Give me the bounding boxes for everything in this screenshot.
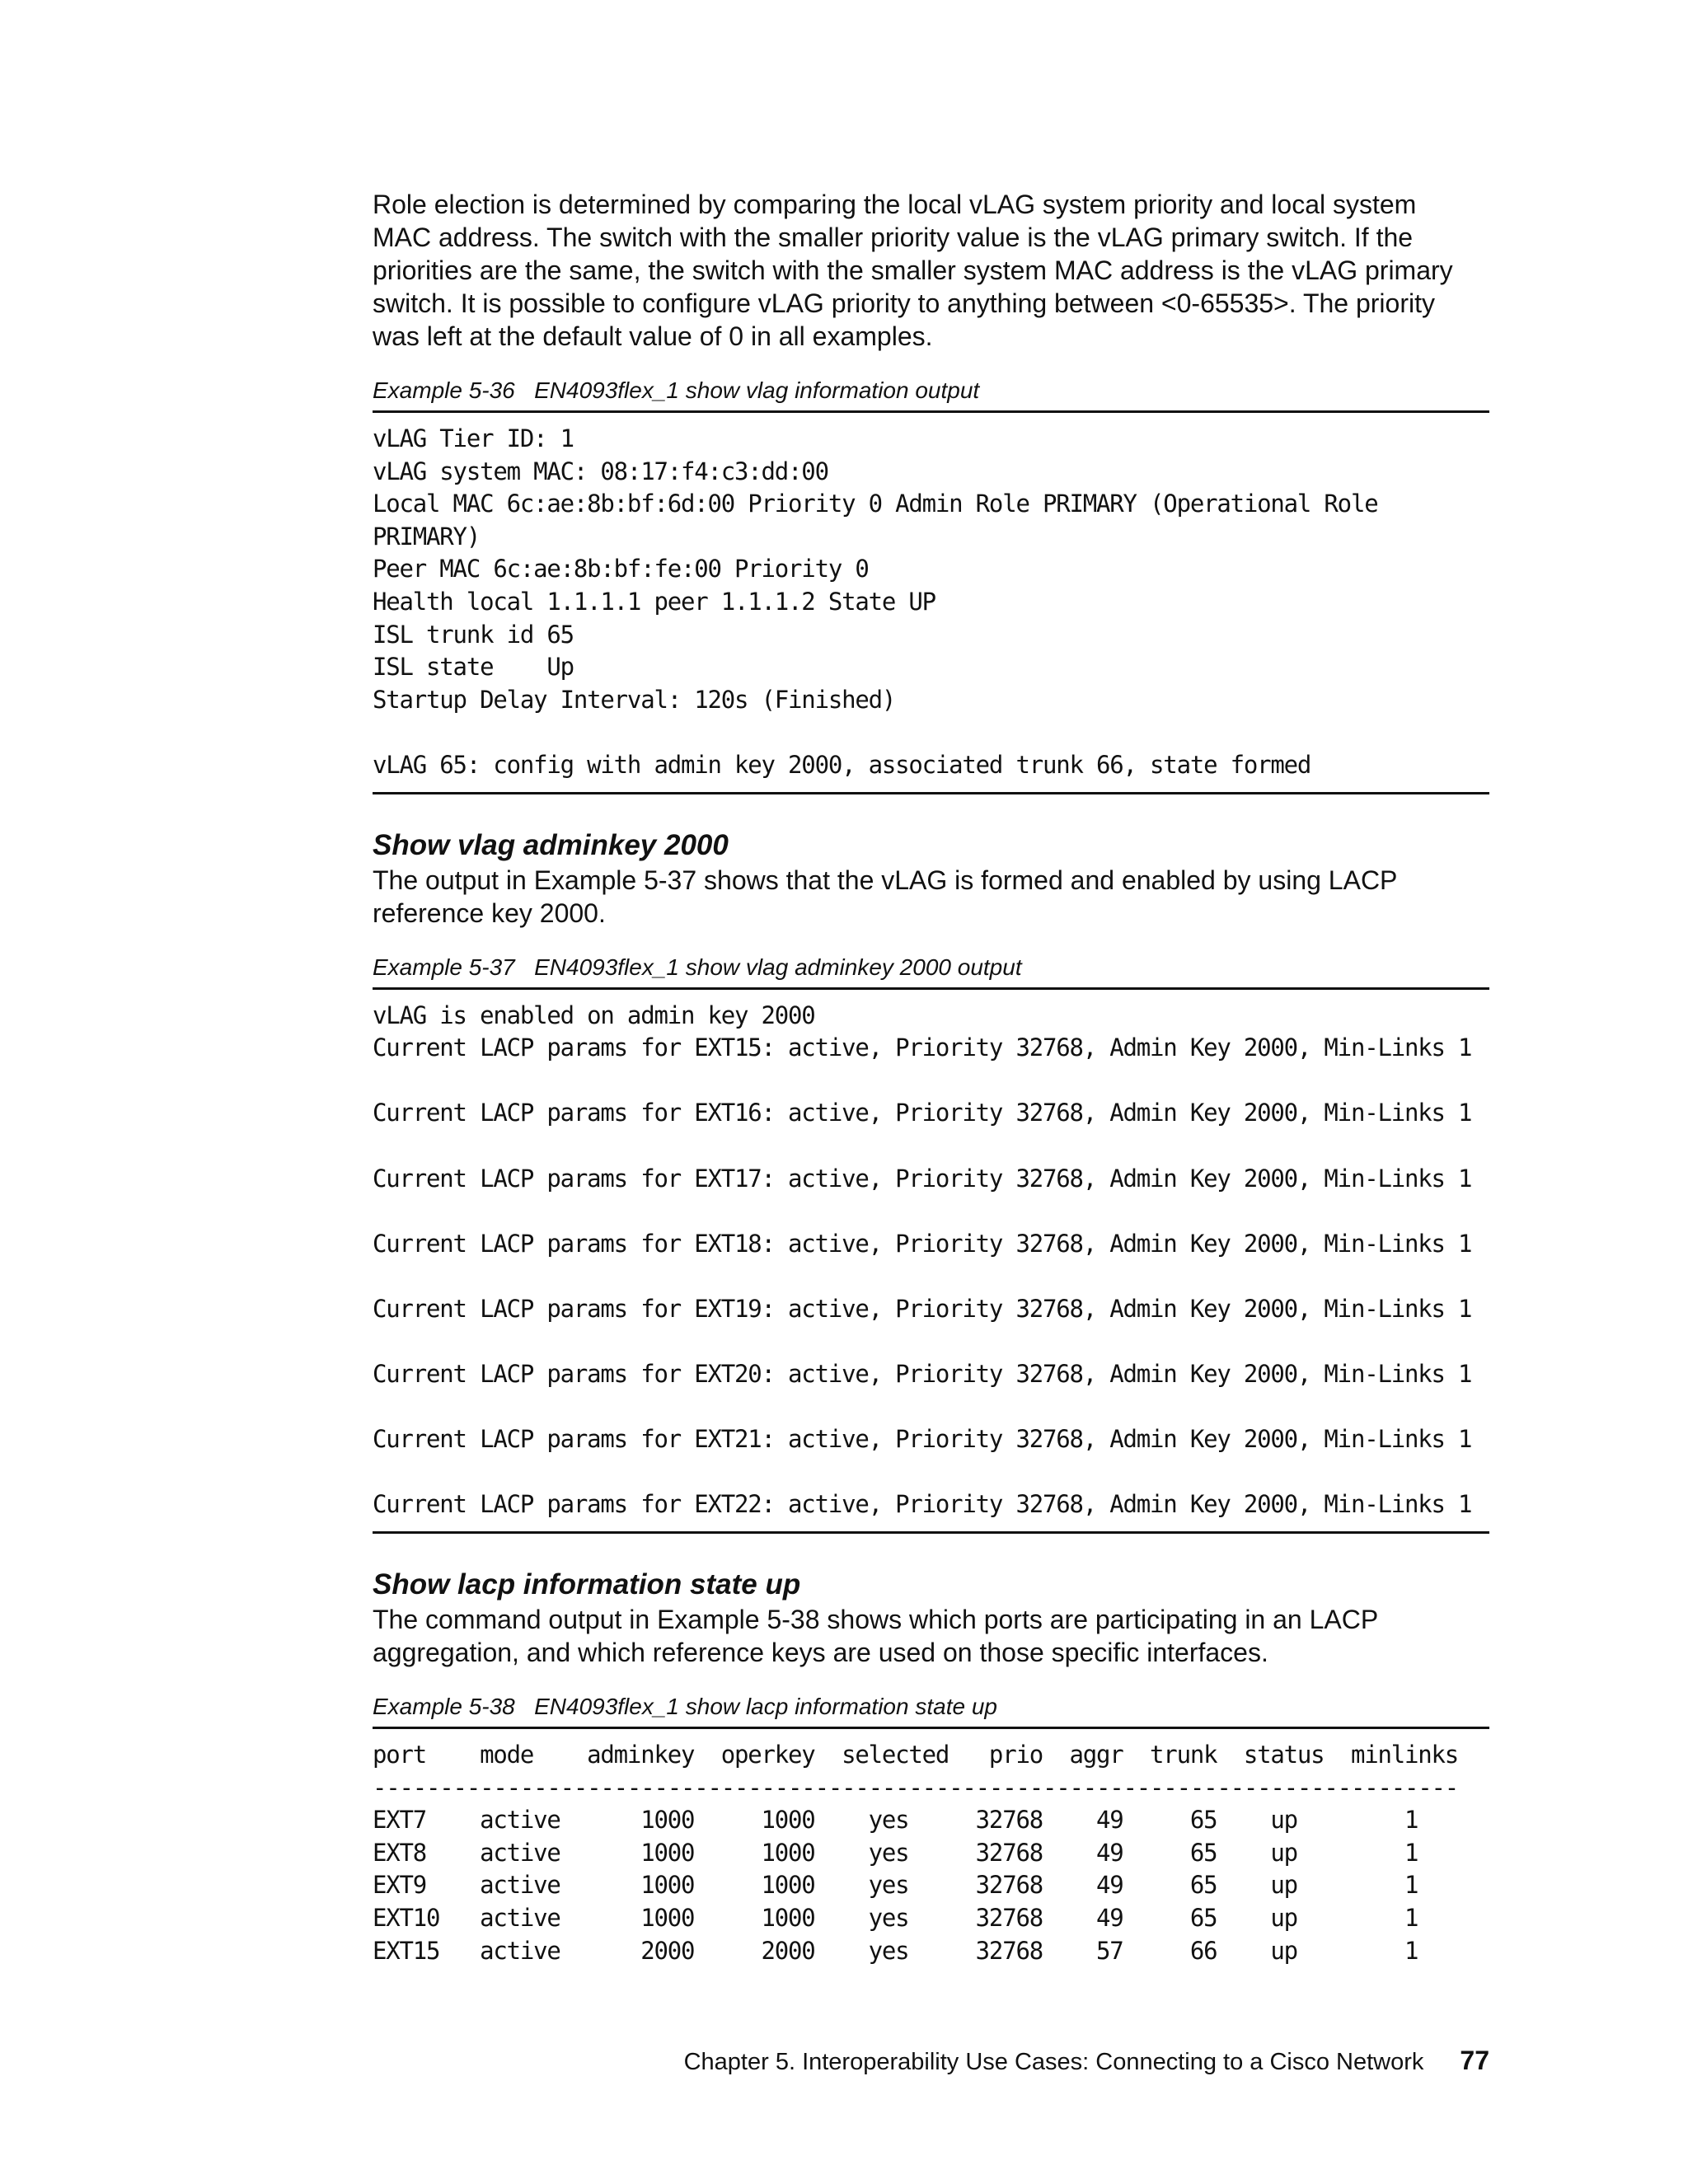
- example-caption: Example 5-38 EN4093flex_1 show lacp information state up: [373, 1694, 997, 1720]
- code-line: [373, 1325, 1489, 1358]
- section-heading: Show vlag adminkey 2000: [373, 828, 729, 861]
- code-line: ISL state Up: [373, 653, 574, 682]
- paragraph-line: priorities are the same, the switch with the smaller system MAC address is the vLAG primary: [373, 255, 1453, 285]
- code-line: Health local 1.1.1.1 peer 1.1.1.2 State UP: [373, 587, 935, 616]
- paragraph-line: The command output in Example 5-38 shows which ports are participating in an LACP: [373, 1605, 1379, 1635]
- code-line: vLAG Tier ID: 1: [373, 424, 574, 452]
- section-heading: Show lacp information state up: [373, 1568, 801, 1601]
- paragraph-line: aggregation, and which reference keys are used on those specific interfaces.: [373, 1638, 1268, 1668]
- code-block-vlag-information: [373, 410, 1489, 794]
- paragraph-line: reference key 2000.: [373, 898, 606, 928]
- code-line: vLAG system MAC: 08:17:f4:c3:dd:00: [373, 457, 828, 485]
- code-line: [373, 1456, 1489, 1489]
- code-line: Current LACP params for EXT16: active, Priority 32768, Admin Key 2000, Min-Links 1: [373, 1099, 1472, 1127]
- page-footer: [684, 2044, 1489, 2079]
- code-line: Current LACP params for EXT18: active, Priority 32768, Admin Key 2000, Min-Links 1: [373, 1229, 1472, 1258]
- code-line: EXT10 active 1000 1000 yes 32768 49 65 up 1: [373, 1904, 1418, 1932]
- paragraph-line: The output in Example 5-37 shows that the vLAG is formed and enabled by using LACP: [373, 865, 1398, 895]
- intro-paragraph: [373, 188, 1489, 353]
- code-line: PRIMARY): [373, 522, 481, 551]
- example-caption: Example 5-36 EN4093flex_1 show vlag information output: [373, 377, 980, 403]
- page-body: [373, 188, 1489, 1977]
- code-line: Local MAC 6c:ae:8b:bf:6d:00 Priority 0 Admin Role PRIMARY (Operational Role: [373, 490, 1378, 518]
- code-line: EXT8 active 1000 1000 yes 32768 49 65 up 1: [373, 1838, 1418, 1867]
- example-caption: Example 5-37 EN4093flex_1 show vlag adminkey 2000 output: [373, 954, 1022, 980]
- paragraph-line: MAC address. The switch with the smaller priority value is the vLAG primary switch. If the: [373, 223, 1414, 252]
- code-block-lacp-information: [373, 1727, 1489, 1977]
- paragraph-line: was left at the default value of 0 in all examples.: [373, 321, 933, 351]
- code-line: [373, 1130, 1489, 1163]
- code-line: port mode adminkey operkey selected prio aggr trunk status minlinks: [373, 1741, 1459, 1769]
- code-line: [373, 1391, 1489, 1424]
- code-line: Current LACP params for EXT21: active, Priority 32768, Admin Key 2000, Min-Links 1: [373, 1425, 1472, 1454]
- code-line: [373, 716, 1489, 749]
- code-line: Peer MAC 6c:ae:8b:bf:fe:00 Priority 0: [373, 555, 869, 583]
- footer-chapter-title: Chapter 5. Interoperability Use Cases: Connecting to a Cisco Network: [683, 2049, 1424, 2075]
- code-line: EXT15 active 2000 2000 yes 32768 57 66 up 1: [373, 1936, 1418, 1965]
- code-line: Startup Delay Interval: 120s (Finished): [373, 685, 896, 714]
- code-line: Current LACP params for EXT20: active, Priority 32768, Admin Key 2000, Min-Links 1: [373, 1360, 1472, 1389]
- code-line: Current LACP params for EXT22: active, Priority 32768, Admin Key 2000, Min-Links 1: [373, 1490, 1472, 1519]
- code-line: ---------------------------------------------------------------------------------: [373, 1773, 1459, 1802]
- code-line: [373, 1260, 1489, 1293]
- code-line: vLAG is enabled on admin key 2000: [373, 1001, 815, 1029]
- code-line: EXT7 active 1000 1000 yes 32768 49 65 up 1: [373, 1806, 1418, 1835]
- code-line: [373, 1195, 1489, 1228]
- page-number: 77: [1460, 2046, 1489, 2075]
- code-line: vLAG 65: config with admin key 2000, associated trunk 66, state formed: [373, 750, 1311, 779]
- section-paragraph: [373, 1603, 1489, 1669]
- code-line: Current LACP params for EXT19: active, Priority 32768, Admin Key 2000, Min-Links 1: [373, 1294, 1472, 1323]
- code-block-vlag-adminkey: [373, 987, 1489, 1535]
- code-line: Current LACP params for EXT17: active, Priority 32768, Admin Key 2000, Min-Links 1: [373, 1164, 1472, 1193]
- code-line: Current LACP params for EXT15: active, Priority 32768, Admin Key 2000, Min-Links 1: [373, 1033, 1472, 1062]
- paragraph-line: switch. It is possible to configure vLAG priority to anything between <0-65535>. The priority: [373, 288, 1435, 318]
- code-line: [373, 1065, 1489, 1098]
- code-line: EXT9 active 1000 1000 yes 32768 49 65 up 1: [373, 1871, 1418, 1900]
- section-paragraph: [373, 864, 1489, 930]
- code-line: ISL trunk id 65: [373, 620, 574, 649]
- paragraph-line: Role election is determined by comparing the local vLAG system priority and local system: [373, 190, 1417, 219]
